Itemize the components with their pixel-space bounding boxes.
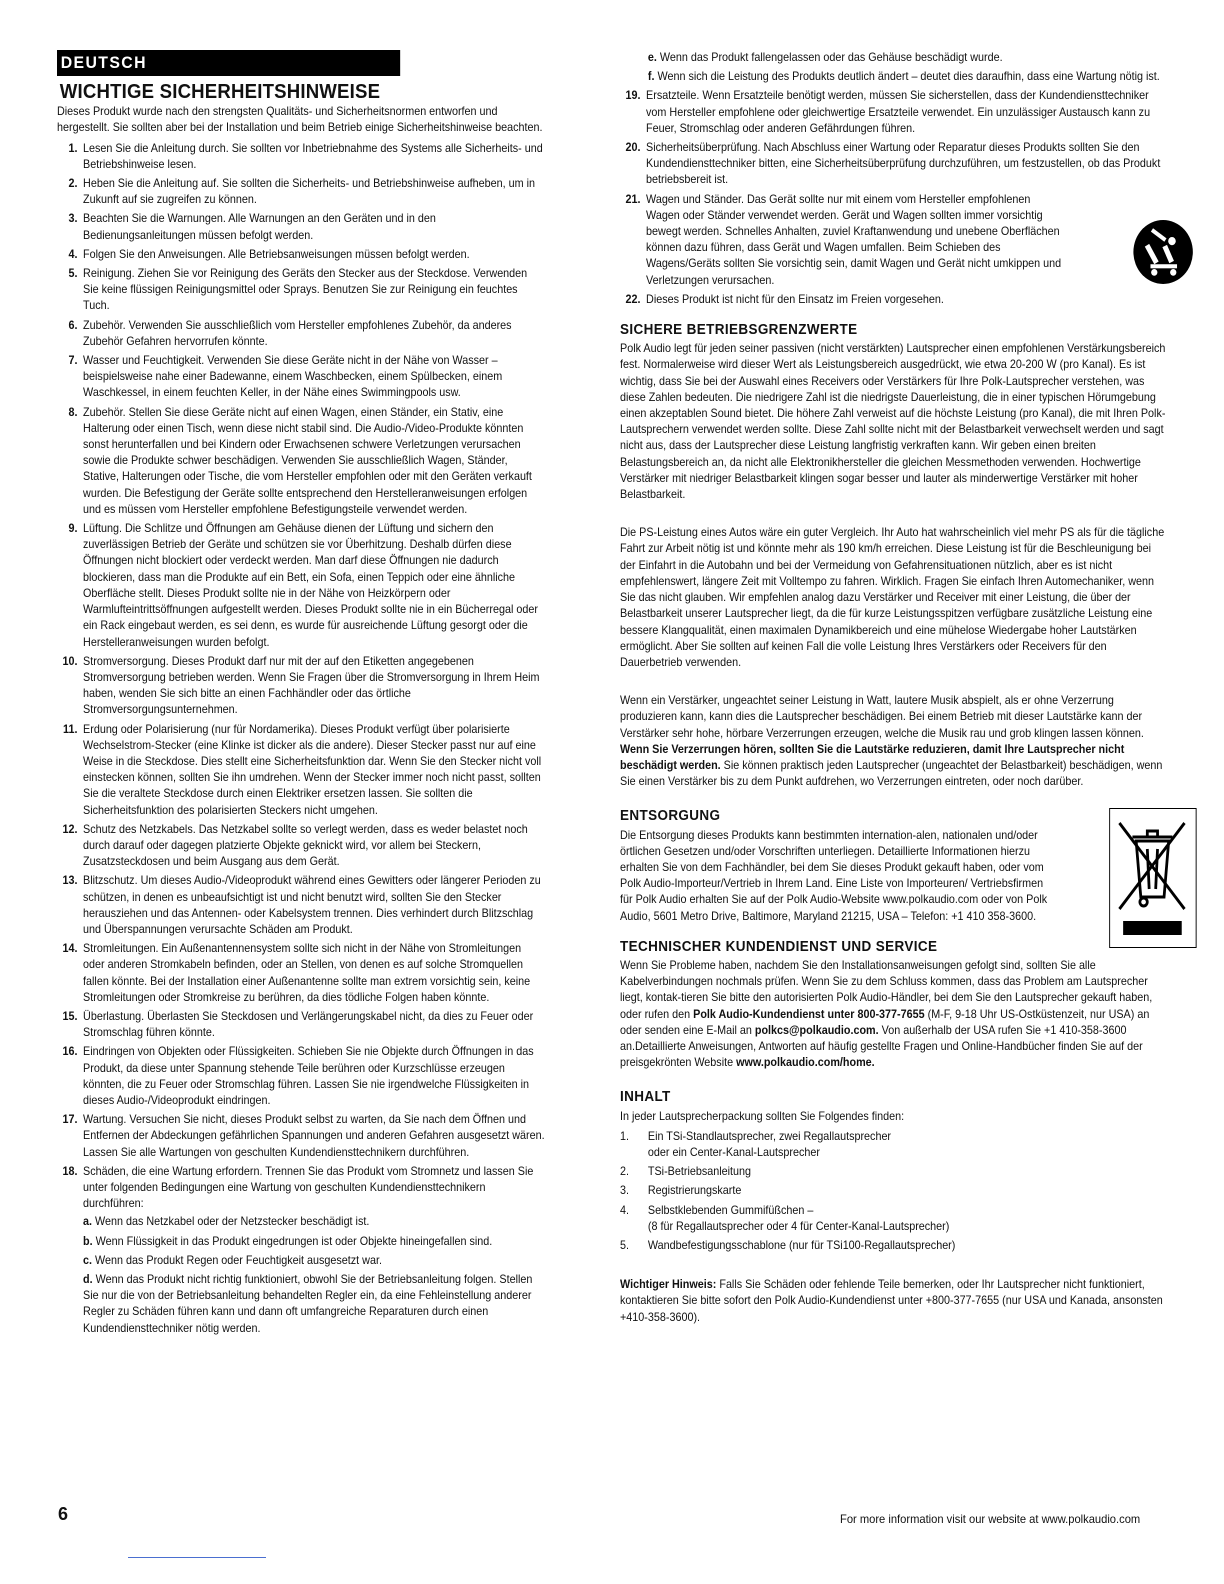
section-heading-inhalt: INHALT	[620, 1089, 671, 1106]
safety-item: 4. Folgen Sie den Anweisungen. Alle Betriebsanweisungen müssen befolgt werden.	[68, 247, 470, 261]
safety-item: 18. Schäden, die eine Wartung erfordern. Trennen Sie das Produkt vom Stromnetz und lassen Sie unter folgenden Bedingungen eine Wartung von geschulten Kundendiensttechnikern durchführen: a. Wenn das Netzkabel oder der Netzstecker beschädigt ist. b. Wenn Flüssigkeit in das Produkt eingedrungen ist oder Objekte hineingefallen sind. c. Wenn das Produkt Regen oder Feuchtigkeit ausgesetzt war. d. Wenn das Produkt nicht richtig funktioniert, obwohl Sie der Betriebsanleitung folgen. Stellen Sie nur die von der Betriebsanleitung behandelten Regler ein, da eine Fehleinstellung anderer Regler zu Schäden führen kann und dann oft umfangreiche Reparaturen durch einen Kundendiensttechniker nötig werden.	[57, 1164, 545, 1337]
section-heading-service: TECHNISCHER KUNDENDIENST UND SERVICE	[620, 938, 938, 955]
safety-item: 10. Stromversorgung. Dieses Produkt darf nur mit der auf den Etiketten angegebenen Stromversorgung betrieben werden. Wenn Sie Fragen über die Stromversorgung in Ihrem Heim haben, wenden Sie sich bitte an einen Fachhändler oder das örtliche Stromversorgungsunternehmen.	[62, 654, 540, 717]
cart-tip-over-warning-icon	[1132, 218, 1195, 286]
list-item: 2. TSi-Betriebsanleitung	[620, 1165, 751, 1179]
entsorgung-section	[620, 808, 1169, 924]
safety-item: 22. Dieses Produkt ist nicht für den Einsatz im Freien vorgesehen.	[625, 292, 944, 306]
page-number: 6	[58, 1504, 69, 1524]
section-heading-entsorgung: ENTSORGUNG	[620, 808, 721, 825]
list-item: 1. Ein TSi-Standlautsprecher, zwei Regallautsprecher oder ein Center-Kanal-Lautsprecher	[620, 1129, 892, 1159]
inhalt-list	[620, 1129, 1169, 1254]
safety-item: 9. Lüftung. Die Schlitze und Öffnungen am Gehäuse dienen der Lüftung und sichern den zuverlässigen Betrieb der Geräte und schützen sie vor Überhitzung. Deshalb dürfen diese Öffnungen nicht blockiert oder verdeckt werden. Man darf diese Öffnungen nie dadurch blockieren, dass man die Produkte auf ein Bett, ein Sofa, einen Teppich oder eine ähnliche Oberfläche stellt. Dieses Produkt sollte nie in der Nähe von Heizkörpern oder Warmlufteintrittsöffnungen aufgestellt werden. Dieses Produkt sollte nie in ein Bücherregal oder ein Rack eingebaut werden, es sei denn, es wurde für ausreichende Lüftung gesorgt oder die Herstelleranweisungen wurden befolgt.	[68, 522, 538, 649]
crossed-out-wheelie-bin-icon	[1109, 808, 1196, 948]
betrieb-paragraph-1: Polk Audio legt für jeden seiner passiven (nicht verstärkten) Lautsprecher einen empfohlenen Verstärkungsbereich fest. Normalerweise wird dieser Wert als Leistungsbereich ausgedrückt, wie etwa 20-200 W (pro Kanal). Es ist wichtig, dass Sie bei der Auswahl eines Receivers oder Verstärkers für Ihre Polk-Lautsprecher verstehen, was diese Zahlen bedeuten. Die niedrigere Zahl ist die niedrigste Dauerleistung, die in einer typischen Hörumgebung einen akzeptablen Sound bietet. Die höhere Zahl verweist auf die höchste Leistung (pro Kanal), die mit Ihren Polk-Lautsprechern verwendet werden sollte. Diese Zahl sollte nicht mit der Belastbarkeit verwechselt werden und sagt nicht aus, dass der Lautsprecher diese Leistung langfristig verkraften kann. Wir geben einen breiten Belastungsbereich an, da nicht alle Elektronikhersteller die gleichen Messmethoden verwenden. Hochwertige Verstärker mit niedriger Belastbarkeit klingen sogar besser und lauter als minderwertige Verstärker mit hoher Belastbarkeit.	[620, 342, 1166, 502]
right-column	[620, 50, 1167, 1326]
list-item: 4. Selbstklebenden Gummifüßchen – (8 für Regallautsprecher oder 4 für Center-Kanal-Lautsprecher)	[620, 1203, 950, 1233]
safety-item: 6. Zubehör. Verwenden Sie ausschließlich vom Hersteller empfohlenes Zubehör, da anderes Zubehör Gefahren hervorrufen könnte.	[68, 318, 512, 348]
safety-item: 19. Ersatzteile. Wenn Ersatzteile benötigt werden, müssen Sie sicherstellen, dass der Kundendiensttechniker vom Hersteller empfohlene oder gleichwertige Ersatzteile verwendet. Ein unzulässiger Austausch kann zu Feuer, Stromschlag oder anderen Gefährdungen führen.	[625, 89, 1151, 135]
safety-item: 12. Schutz des Netzkabels. Das Netzkabel sollte so verlegt werden, dass es weder belastet noch durch darauf oder dagegen platzierte Objekte geknickt wird, vor allem bei Steckern, Zusatzsteckdosen und beim Ausgang aus dem Gerät.	[62, 822, 528, 869]
safety-list-left	[57, 141, 545, 1337]
important-note: Wichtiger Hinweis: Falls Sie Schäden oder fehlende Teile bemerken, oder Ihr Lautsprecher nicht funktioniert, kontaktieren Sie bitte sofort den Polk Audio-Kundendienst unter +800-377-7655 (nur USA und Kanada, ansonsten +410-358-3600).	[620, 1278, 1163, 1324]
section-heading-betriebsgrenzwerte: SICHERE BETRIEBSGRENZWERTE	[620, 322, 858, 339]
entsorgung-text: Die Entsorgung dieses Produkts kann bestimmten internation-alen, nationalen und/oder örtlichen Gesetzen und/oder Vorschriften unterliegen. Detaillierte Informationen hierzu erhalten Sie von dem Fachhändler, bei dem Sie dieses Produkt gekauft haben, oder vom Polk Audio-Importeur/Vertrieb in Ihrem Land. Eine Liste von Importeuren/ Vertriebsfirmen für Polk Audio erhalten Sie auf der Polk Audio-Website www.polkaudio.com oder von Polk Audio, 5601 Metro Drive, Baltimore, Maryland 21215, USA – Telefon: +1 410 358-3600.	[620, 828, 1048, 923]
safety-item: 15. Überlastung. Überlasten Sie Steckdosen und Verlängerungskabel nicht, da dies zu Feuer oder Stromschlag führen könnte.	[62, 1009, 534, 1040]
footer-divider	[128, 1557, 266, 1558]
safety-item: 21. Wagen und Ständer. Das Gerät sollte nur mit einem vom Hersteller empfohlenen Wagen oder Ständer verwendet werden. Gerät und Wagen sollten immer vorsichtig bewegt werden. Schnelles Anhalten, zuviel Kraftanwendung und unebene Oberflächen können dazu führen, dass Gerät und Wagen umfallen. Beim Schieben des Wagens/Geräts sollten Sie vorsichtig sein, damit Wagen und Gerät nicht umkippen und Verletzungen verursachen.	[620, 192, 1169, 289]
service-text: Wenn Sie Probleme haben, nachdem Sie den Installationsanweisungen gefolgt sind, sollten Sie alle Kabelverbindungen nochmals prüfen. Wenn Sie zu dem Schluss kommen, dass das Problem am Lautsprecher liegt, kontak-tieren Sie bitte den autorisierten Polk Audio-Händler, bei dem Sie den Lautsprecher gekauft haben, oder rufen den Polk Audio-Kundendienst unter 800-377-7655 (M-F, 9-18 Uhr US-Ostküstenzeit, nur USA) an oder senden eine E-Mail an polkcs@polkaudio.com. Von außerhalb der USA rufen Sie +1 410-358-3600 an.Detaillierte Anweisungen, Antworten auf häufig gestellte Fragen und Online-Handbücher finden Sie auf der preisgekrönten Website www.polkaudio.com/home.	[620, 958, 1153, 1070]
safety-item: 3. Beachten Sie die Warnungen. Alle Warnungen an den Geräten und in den Bedienungsanleitungen müssen befolgt werden.	[68, 212, 436, 242]
safety-item: 8. Zubehör. Stellen Sie diese Geräte nicht auf einen Wagen, einen Ständer, ein Stativ, eine Halterung oder einen Tisch, wenn diese nicht stabil sind. Die Audio-/Video-Produkte könnten sonst herunterfallen und bei Kindern oder Erwachsenen schwere Verletzungen verursachen sowie die Produkte schwer beschädigen. Verwenden Sie ausschließlich Wagen, Ständer, Stative, Halterungen oder Tische, die vom Hersteller empfohlen oder mit den Geräten verkauft wurden. Die Befestigung der Geräte sollte entsprechend den Herstelleranweisungen erfolgen und es müssen vom Hersteller empfohlene Befestigungsteile verwendet werden.	[68, 405, 532, 516]
safety-item: 11. Erdung oder Polarisierung (nur für Nordamerika). Dieses Produkt verfügt über polarisierte Wechselstrom-Stecker (eine Klinke ist dicker als die andere). Dieser Stecker passt nur auf eine Weise in die Steckdose. Dies stellt eine Sicherheitsfunktion dar. Wenn Sie den Stecker nicht voll einstecken können, sollten Sie ihn umdrehen. Wenn der Stecker immer noch nicht passt, sollten Sie die veraltete Steckdose durch einen Elektriker ersetzen lassen. Sie sollten die Sicherheitsfunktion des polarisierten Steckers nicht umgehen.	[63, 722, 542, 817]
safety-item: 1. Lesen Sie die Anleitung durch. Sie sollten vor Inbetriebnahme des Systems alle Sicherheits- und Betriebshinweise lesen.	[68, 141, 543, 171]
footer-website-text: For more information visit our website at www.polkaudio.com	[840, 1512, 1141, 1526]
safety-subitem: c. Wenn das Produkt Regen oder Feuchtigkeit ausgesetzt war.	[83, 1253, 382, 1267]
safety-subitem: b. Wenn Flüssigkeit in das Produkt eingedrungen ist oder Objekte hineingefallen sind.	[83, 1234, 493, 1248]
safety-item: 20. Sicherheitsüberprüfung. Nach Abschluss einer Wartung oder Reparatur dieses Produkts sollten Sie den Kundendiensttechniker bitten, eine Sicherheitsüberprüfung durchzuführen, um festzustellen, ob das Produkt betriebsbereit ist.	[625, 141, 1161, 187]
safety-subitem: d. Wenn das Produkt nicht richtig funktioniert, obwohl Sie der Betriebsanleitung folgen. Stellen Sie nur die von der Betriebsanleitung behandelten Regler ein, da eine Fehleinstellung anderer Regler zu Schäden führen kann und dann oft umfangreiche Reparaturen durch einen Kundendiensttechniker nötig werden.	[83, 1273, 533, 1335]
safety-subitem: e. Wenn das Produkt fallengelassen oder das Gehäuse beschädigt wurde.	[647, 51, 1003, 64]
page-title: WICHTIGE SICHERHEITSHINWEISE	[59, 81, 381, 103]
left-column	[57, 50, 545, 1340]
safety-item: 17. Wartung. Versuchen Sie nicht, dieses Produkt selbst zu warten, da Sie nach dem Öffnen und Entfernen der Abdeckungen gefährlichen Spannungen und anderen Gefahren ausgesetzt wären. Lassen Sie alle Wartungen von geschulten Kundendiensttechnikern durchführen.	[62, 1113, 545, 1159]
safety-item: 14. Stromleitungen. Ein Außenantennensystem sollte sich nicht in der Nähe von Stromleitungen oder anderen Stromkabeln befinden, oder an Stellen, von denen es auf solche Stromquellen fallen könnte. Bei der Installation einer Außenantenne sollte man extrem vorsichtig sein, keine Stromleitungen oder Stromkreise zu berühren, da dies tödliche Folgen haben könnte.	[62, 942, 531, 1004]
list-item: 3. Registrierungskarte	[620, 1184, 742, 1198]
safety-item: 5. Reinigung. Ziehen Sie vor Reinigung des Geräts den Stecker aus der Steckdose. Verwenden Sie keine flüssigen Reinigungsmittel oder Sprays. Benutzen Sie zur Reinigung ein feuchtes Tuch.	[68, 267, 528, 313]
intro-text: Dieses Produkt wurde nach den strengsten Qualitäts- und Sicherheitsnormen entworfen und hergestellt. Sie sollten aber bei der Installation und beim Betrieb einige Sicherheitshinweise beachten.	[57, 105, 543, 135]
safety-item: 2. Heben Sie die Anleitung auf. Sie sollten die Sicherheits- und Betriebshinweise aufheben, um in Zukunft auf sie zugreifen zu können.	[68, 177, 535, 207]
betrieb-paragraph-3: Wenn ein Verstärker, ungeachtet seiner Leistung in Watt, lautere Musik abspielt, als er ohne Verzerrung produzieren kann, kann dies die Lautsprecher beschädigen. Bei einem Betrieb mit dieser Lautstärke kann der Verstärker sehr hohe, hörbare Verzerrungen erzeugen, welche die Musik rau und grob klingen lassen können. Wenn Sie Verzerrungen hören, sollten Sie die Lautstärke reduzieren, damit Ihre Lautsprecher nicht beschädigt werden. Sie können praktisch jeden Lautsprecher (ungeachtet der Belastbarkeit) beschädigen, wenn Sie einen Verstärker bis zu dem Punkt aufdrehen, wo Verzerrungen eintreten, oder noch darüber.	[620, 694, 1163, 789]
inhalt-intro: In jeder Lautsprecherpackung sollten Sie Folgendes finden:	[620, 1109, 905, 1123]
language-bar: DEUTSCH	[57, 50, 400, 76]
safety-subitem: a. Wenn das Netzkabel oder der Netzstecker beschädigt ist.	[83, 1215, 370, 1229]
safety-subitem: f. Wenn sich die Leistung des Produkts deutlich ändert – deutet dies daraufhin, dass eine Wartung nötig ist.	[647, 70, 1160, 84]
list-item: 5. Wandbefestigungsschablone (nur für TSi100-Regallautsprecher)	[620, 1239, 956, 1252]
betrieb-paragraph-2: Die PS-Leistung eines Autos wäre ein guter Vergleich. Ihr Auto hat wahrscheinlich viel mehr PS als für die tägliche Fahrt zur Arbeit nötig ist und könnte mehr als 190 km/h erreichen. Diese Leistung ist für die Beschleunigung bei der Einfahrt in die Autobahn und bei der Vermeidung von Gefahrensituationen nützlich, aber es ist nicht empfehlenswert, längere Zeit mit Volltempo zu fahren. Wirklich. Fragen Sie einfach Ihren Automechaniker, wenn Sie das nicht glauben. Wir empfehlen analog dazu Verstärker und Receiver mit einer Leistung, die über der Belastbarkeit unserer Lautsprecher liegt, da die für kurze Leistungsspitzen verfügbare zusätzliche Leistung eine bessere Klangqualität, einen maximalen Dynamikbereich und eine mühelose Wiedergabe hoher Lautstärken ermöglicht. Aber Sie sollten auf keinen Fall die volle Leistung Ihres Verstärkers oder Receivers für den Dauerbetrieb verwenden.	[620, 526, 1165, 669]
safety-item: 13. Blitzschutz. Um dieses Audio-/Videoprodukt während eines Gewitters oder längerer Perioden zu schützen, in denen es unbeaufsichtigt ist und nicht benutzt wird, sollten Sie den Stecker herausziehen und das Antennen- oder Kabelsystem trennen. Dies verhindert durch Blitzschlag und Überspannungen verursachte Schäden am Produkt.	[62, 874, 541, 936]
safety-item: 16. Eindringen von Objekten oder Flüssigkeiten. Schieben Sie nie Objekte durch Öffnungen in das Produkt, da diese unter Spannung stehende Teile berühren oder Kurzschlüsse erzeugen könnten, die zu Feuer oder Stromschlag führen. Lassen Sie nie irgendwelche Flüssigkeiten in dieses Audio-/Videoprodukt eindringen.	[62, 1045, 534, 1107]
safety-item: 7. Wasser und Feuchtigkeit. Verwenden Sie diese Geräte nicht in der Nähe von Wasser – beispielsweise nahe einer Badewanne, einem Waschbecken, einem Spülbecken, einem Waschkessel, in einem feuchten Keller, in der Nähe eines Swimmingpools usw.	[68, 354, 503, 400]
